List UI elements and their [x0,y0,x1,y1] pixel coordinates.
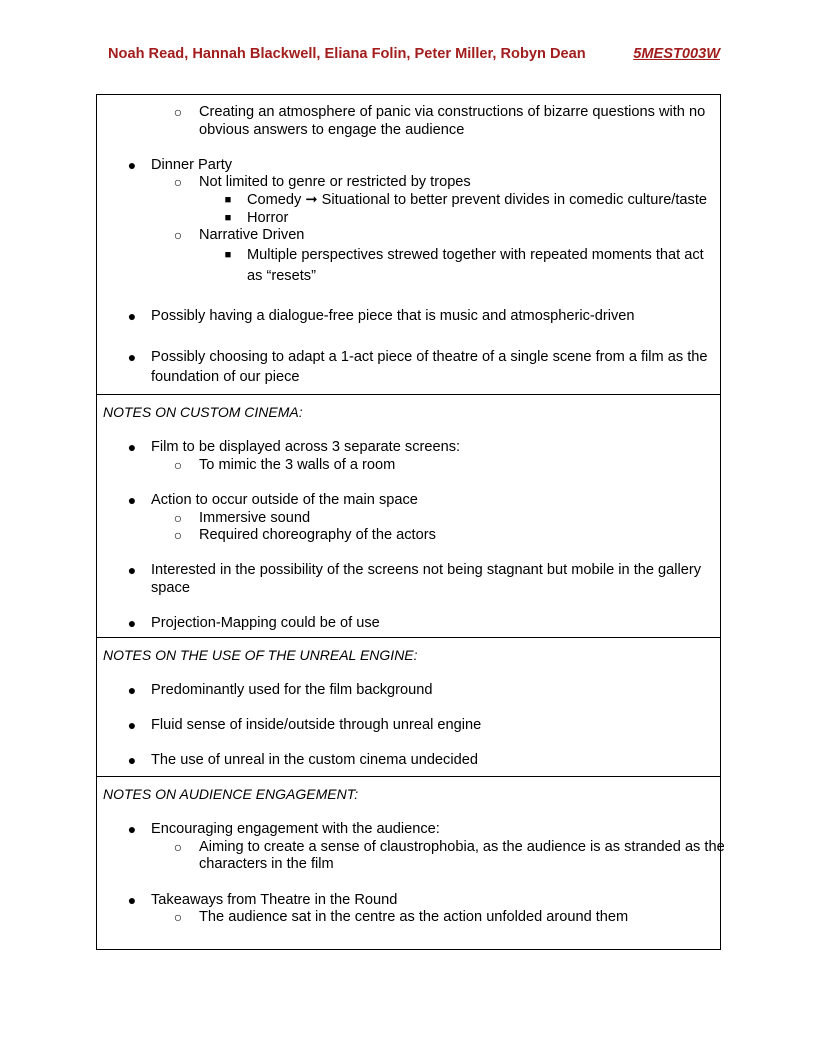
list-item: Action to occur outside of the main space [151,492,418,508]
list-item: Fluid sense of inside/outside through unreal engine [151,717,482,733]
list-item: Predominantly used for the film background [151,682,433,698]
circle-bullet-icon: ○ [173,104,183,120]
section-ideas [97,95,720,395]
list-item-continued: foundation of our piece [151,369,300,385]
list-item: Comedy ➞ Situational to better prevent divides in comedic culture/taste [247,192,708,208]
section-custom-cinema [97,395,720,637]
disc-bullet-icon: ● [127,439,137,455]
square-bullet-icon: ■ [224,194,232,206]
disc-bullet-icon: ● [127,308,137,324]
notes-table [96,94,725,950]
disc-bullet-icon: ● [127,682,137,698]
disc-bullet-icon: ● [127,349,137,365]
list-item: Possibly choosing to adapt a 1-act piece of theatre of a single scene from a film as the [151,349,708,365]
circle-bullet-icon: ○ [173,227,183,243]
circle-bullet-icon: ○ [173,174,183,190]
disc-bullet-icon: ● [127,492,137,508]
list-item: Possibly having a dialogue-free piece that is music and atmospheric-driven [151,308,635,324]
disc-bullet-icon: ● [127,821,137,837]
section-audience-engagement [97,777,725,949]
list-item: Dinner Party [151,157,233,173]
circle-bullet-icon: ○ [173,839,183,855]
circle-bullet-icon: ○ [173,527,183,543]
circle-bullet-icon: ○ [173,457,183,473]
circle-bullet-icon: ○ [173,510,183,526]
circle-bullet-icon: ○ [173,909,183,925]
list-item: Not limited to genre or restricted by tropes [199,174,471,190]
list-item: Horror [247,210,289,226]
disc-bullet-icon: ● [127,157,137,173]
list-item: Interested in the possibility of the screens not being stagnant but mobile in the gallery [151,562,702,578]
list-item-continued: as “resets” [247,268,316,284]
list-item: Creating an atmosphere of panic via constructions of bizarre questions with no [199,104,706,120]
section-unreal-engine [97,638,720,776]
list-item: Encouraging engagement with the audience: [151,821,440,837]
list-item: Required choreography of the actors [199,527,436,543]
list-item: Multiple perspectives strewed together with repeated moments that act [247,247,704,263]
list-item: Takeaways from Theatre in the Round [151,892,398,908]
list-item: To mimic the 3 walls of a room [199,457,396,473]
list-item-continued: characters in the film [199,856,334,872]
list-item-continued: space [151,580,190,596]
section-heading: NOTES ON CUSTOM CINEMA: [103,404,303,420]
list-item: Immersive sound [199,510,311,526]
list-item: The use of unreal in the custom cinema undecided [151,752,478,768]
authors-line: Noah Read, Hannah Blackwell, Eliana Folin, Peter Miller, Robyn Dean [108,46,586,62]
list-item: Film to be displayed across 3 separate screens: [151,439,461,455]
list-item: The audience sat in the centre as the action unfolded around them [199,909,629,925]
module-code: 5MEST003W [633,46,720,62]
disc-bullet-icon: ● [127,717,137,733]
disc-bullet-icon: ● [127,562,137,578]
square-bullet-icon: ■ [224,212,232,224]
square-bullet-icon: ■ [224,249,232,261]
list-item: Aiming to create a sense of claustrophobia, as the audience is as stranded as the [199,839,725,855]
section-heading: NOTES ON THE USE OF THE UNREAL ENGINE: [103,647,418,663]
section-heading: NOTES ON AUDIENCE ENGAGEMENT: [103,786,359,802]
list-item: Projection-Mapping could be of use [151,615,380,631]
disc-bullet-icon: ● [127,892,137,908]
disc-bullet-icon: ● [127,615,137,631]
disc-bullet-icon: ● [127,752,137,768]
document-header [108,46,720,66]
list-item: Narrative Driven [199,227,305,243]
list-item-continued: obvious answers to engage the audience [199,122,465,138]
